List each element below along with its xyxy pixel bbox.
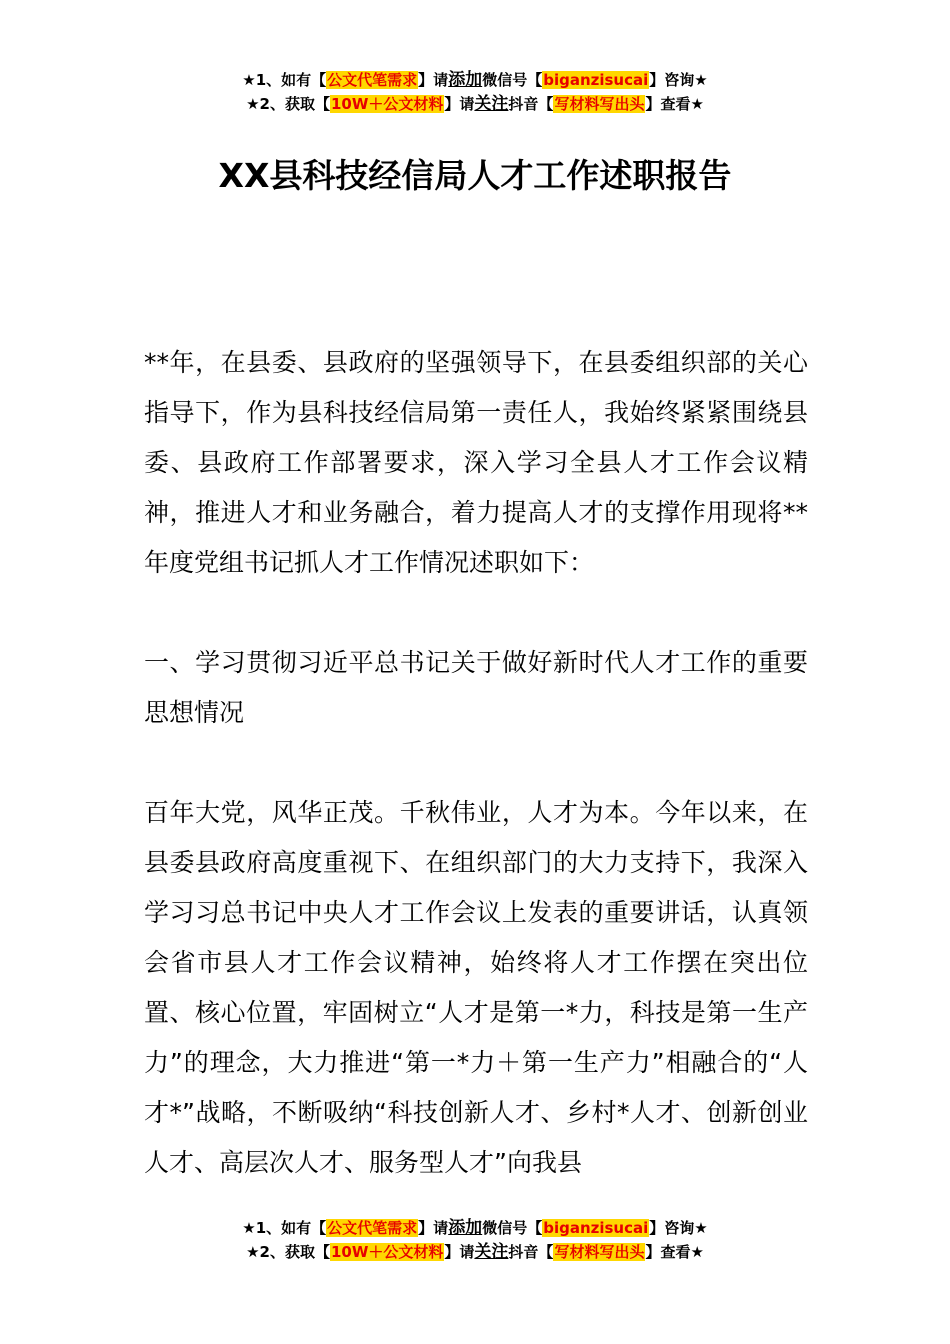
banner-text: 微信号【 [482, 71, 543, 89]
banner-text: 微信号【 [482, 1219, 543, 1237]
banner-text: 】咨询★ [649, 1219, 708, 1237]
banner-line-2 [0, 1240, 950, 1264]
banner-text: ★1、如有【 [242, 71, 327, 89]
paragraph-intro: **年，在县委、县政府的坚强领导下，在县委组织部的关心指导下，作为县科技经信局第一责任人，我始终紧紧围绕县委、县政府工作部署要求，深入学习全县人才工作会议精神，推进人才和业务融合，着力提高人才的支撑作用现将**年度党组书记抓人才工作情况述职如下： [144, 348, 808, 577]
banner-text: 】请 [418, 71, 449, 89]
header-banner [0, 68, 950, 116]
footer-banner [0, 1216, 950, 1264]
document-body [144, 338, 808, 1188]
banner-text: ★1、如有【 [242, 1219, 327, 1237]
banner-text: ★2、获取【 [246, 95, 330, 113]
banner-text: ★2、获取【 [246, 1243, 330, 1261]
banner-line-2 [0, 92, 950, 116]
highlight-service: 公文代笔需求 [327, 71, 418, 89]
banner-emphasis: 关注 [474, 1242, 509, 1262]
banner-text: 抖音【 [508, 95, 554, 113]
banner-text: 】请 [444, 95, 475, 113]
banner-emphasis: 关注 [474, 94, 509, 114]
highlight-service: 公文代笔需求 [327, 1219, 418, 1237]
highlight-douyin: 写材料写出头 [554, 1243, 645, 1261]
highlight-wechat-id: biganzisucai [543, 71, 649, 89]
highlight-materials: 10W＋公文材料 [330, 95, 444, 113]
banner-emphasis: 添加 [448, 70, 483, 90]
banner-text: 抖音【 [508, 1243, 554, 1261]
paragraph-section-1: 百年大党，风华正茂。千秋伟业，人才为本。今年以来，在县委县政府高度重视下、在组织部门的大力支持下，我深入学习习总书记中央人才工作会议上发表的重要讲话，认真领会省市县人才工作会议精神，始终将人才工作摆在突出位置、核心位置，牢固树立“人才是第一*力，科技是第一生产力”的理念，大力推进“第一*力＋第一生产力”相融合的“人才*”战略，不断吸纳“科技创新人才、乡村*人才、创新创业人才、高层次人才、服务型人才”向我县 [144, 798, 808, 1177]
highlight-douyin: 写材料写出头 [554, 95, 645, 113]
banner-line-1 [0, 68, 950, 92]
highlight-wechat-id: biganzisucai [543, 1219, 649, 1237]
banner-line-1 [0, 1216, 950, 1240]
banner-text: 】请 [444, 1243, 475, 1261]
highlight-materials: 10W＋公文材料 [330, 1243, 444, 1261]
banner-text: 】咨询★ [649, 71, 708, 89]
banner-text: 】请 [418, 1219, 449, 1237]
banner-text: 】查看★ [645, 95, 704, 113]
section-heading-1: 一、学习贯彻习近平总书记关于做好新时代人才工作的重要思想情况 [144, 648, 808, 727]
banner-text: 】查看★ [645, 1243, 704, 1261]
document-title: XX县科技经信局人才工作述职报告 [218, 156, 732, 195]
banner-emphasis: 添加 [448, 1218, 483, 1238]
